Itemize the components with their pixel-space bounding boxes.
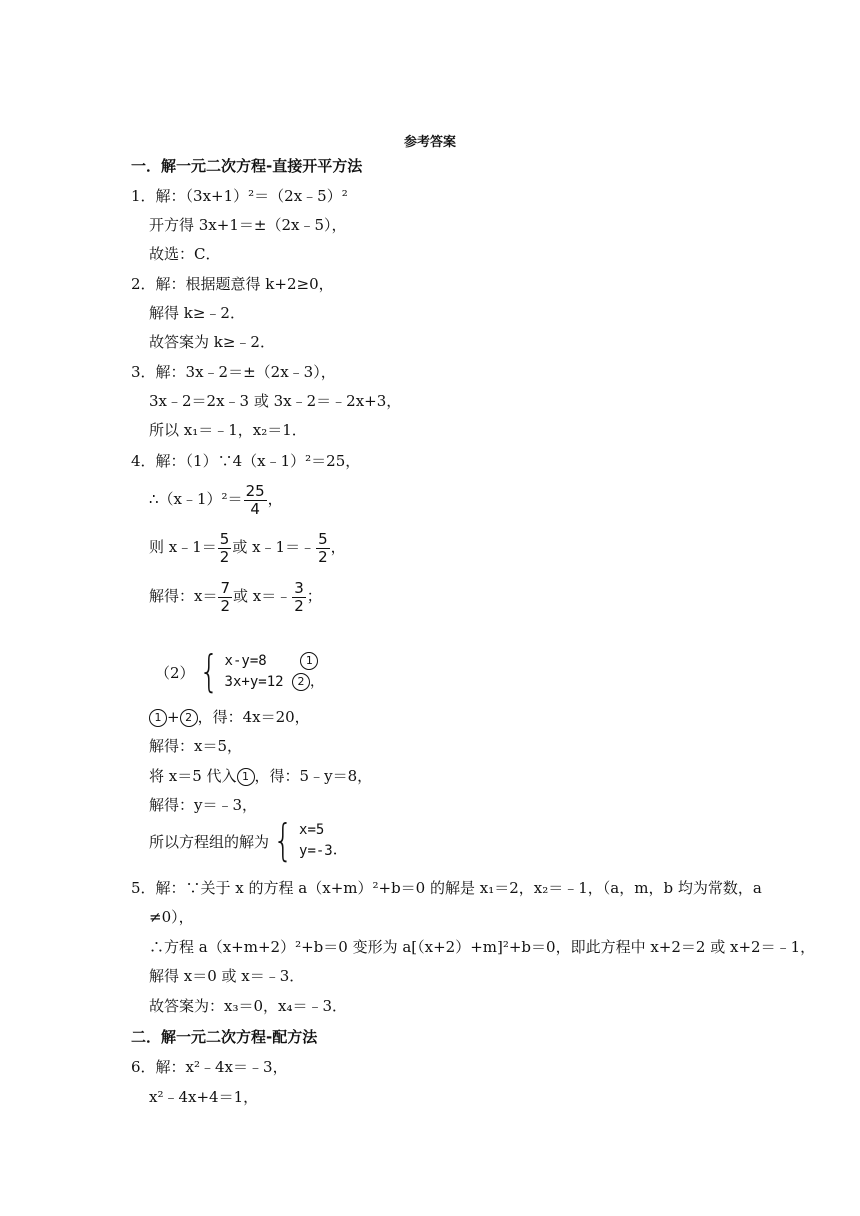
circled-number-2-icon: 2 xyxy=(180,709,198,727)
q1-line-2: 开方得 3x+1＝±（2x﹣5）， xyxy=(149,216,347,234)
fraction-denominator: 4 xyxy=(250,499,260,518)
q3-line-3: 所以 x₁＝﹣1，x₂＝1． xyxy=(149,421,307,439)
plus-sign: + xyxy=(167,708,180,726)
fraction-numerator: 5 xyxy=(318,529,328,548)
q4-line-10-prefix: 所以方程组的解为 xyxy=(149,832,270,851)
q4-line-8-prefix: 将 x＝5 代入 xyxy=(149,767,237,785)
q5-line-1: 5．解：∵关于 x 的方程 a（x+m）²+b＝0 的解是 x₁＝2，x₂＝﹣1，（a，m，b 均为常数，a xyxy=(131,879,762,897)
q4-line-4-suffix: ； xyxy=(306,587,322,605)
solution-x: x=5 xyxy=(299,822,325,838)
q1-line-1: 1．解：（3x+1）²＝（2x﹣5）² xyxy=(131,187,348,205)
system-rows xyxy=(225,651,324,693)
q6-line-2: x²﹣4x+4＝1， xyxy=(149,1088,259,1106)
q4-line-10-suffix: ． xyxy=(332,840,348,858)
page-title: 参考答案 xyxy=(403,135,456,150)
q4-line-7: 解得：x＝5， xyxy=(149,737,243,755)
q4-line-1: 4．解：（1）∵4（x﹣1）²＝25， xyxy=(131,452,361,470)
circled-number-1-icon: 1 xyxy=(149,709,167,727)
solution-system xyxy=(149,815,348,866)
q5-line-5: 故答案为：x₃＝0，x₄＝﹣3． xyxy=(149,997,348,1015)
q4-line-9: 解得：y＝﹣3， xyxy=(149,796,258,814)
part-2-label: （2） xyxy=(155,663,195,682)
q5-line-2: ≠0）， xyxy=(149,908,194,926)
fraction-denominator: 2 xyxy=(219,547,230,566)
left-brace-icon: { xyxy=(198,646,219,697)
solution-y: y=-3 xyxy=(299,843,333,859)
fraction-numerator: 3 xyxy=(294,578,304,597)
fraction-25-over-4 xyxy=(244,483,267,518)
q4-line-4 xyxy=(149,576,322,616)
q4-line-3-middle: 或 x﹣1＝﹣ xyxy=(232,538,316,556)
q4-line-2-suffix: ， xyxy=(267,490,283,508)
q2-line-3: 故答案为 k≥﹣2． xyxy=(149,333,275,351)
q4-line-3-suffix: ， xyxy=(330,538,346,556)
q4-line-6 xyxy=(149,707,310,727)
fraction-numerator: 25 xyxy=(245,481,265,500)
fraction-3-over-2 xyxy=(292,580,306,615)
system-row-1 xyxy=(225,651,324,672)
q4-line-3-prefix: 则 x﹣1＝ xyxy=(149,538,217,556)
fraction-7-over-2 xyxy=(218,580,232,615)
fraction-numerator: 7 xyxy=(220,578,231,597)
section-heading-2: 二．解一元二次方程-配方法 xyxy=(131,1028,318,1046)
fraction-denominator: 2 xyxy=(318,547,328,566)
q6-line-1: 6．解：x²﹣4x＝﹣3， xyxy=(131,1058,288,1076)
q4-line-6-suffix: ，得：4x＝20， xyxy=(197,708,310,726)
fraction-denominator: 2 xyxy=(220,596,231,615)
q4-line-8-suffix: ，得：5﹣y＝8， xyxy=(254,767,373,785)
q1-line-3: 故选：C． xyxy=(149,245,221,263)
q3-line-1: 3．解：3x﹣2＝±（2x﹣3）， xyxy=(131,363,336,381)
equation-2: 3x+y=12 xyxy=(224,674,284,690)
section-heading-1: 一．解一元二次方程-直接开平方法 xyxy=(131,157,363,175)
q3-line-2: 3x﹣2＝2x﹣3 或 3x﹣2＝﹣2x+3， xyxy=(149,392,402,410)
circled-number-2-icon: 2 xyxy=(292,673,310,691)
q4-line-4-middle: 或 x＝﹣ xyxy=(233,587,292,605)
equation-1: x-y=8 xyxy=(224,653,267,669)
circled-number-1-icon: 1 xyxy=(300,652,318,670)
system-row-2 xyxy=(225,672,324,693)
left-brace-icon: { xyxy=(273,815,293,866)
solution-rows xyxy=(299,820,333,862)
q5-line-4: 解得 x＝0 或 x＝﹣3． xyxy=(149,967,305,985)
system-suffix: ， xyxy=(310,674,324,690)
equation-system xyxy=(155,646,324,697)
fraction-numerator: 5 xyxy=(219,529,230,548)
q4-line-3 xyxy=(149,527,346,567)
circled-number-1-icon: 1 xyxy=(237,768,255,786)
q4-line-2 xyxy=(149,479,283,519)
q4-line-8 xyxy=(149,766,372,786)
fraction-denominator: 2 xyxy=(294,596,304,615)
q4-line-2-prefix: ∴（x﹣1）²＝ xyxy=(149,490,243,508)
q2-line-2: 解得 k≥﹣2． xyxy=(149,304,245,322)
q2-line-1: 2．解：根据题意得 k+2≥0， xyxy=(131,275,334,293)
fraction-5-over-2-negative xyxy=(316,531,330,566)
q5-line-3: ∴方程 a（x+m+2）²+b＝0 变形为 a[（x+2）+m]²+b＝0，即此方程中 x+2＝2 或 x+2＝﹣1， xyxy=(149,938,816,956)
fraction-5-over-2 xyxy=(218,531,232,566)
q4-line-4-prefix: 解得：x＝ xyxy=(149,587,218,605)
